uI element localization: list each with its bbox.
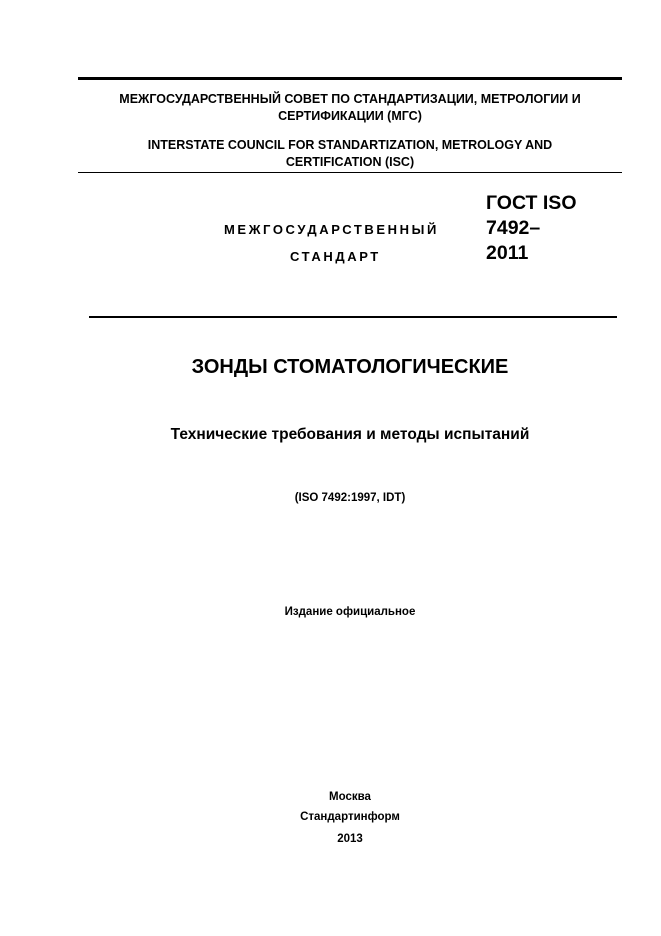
document-subtitle: Технические требования и методы испытаний <box>170 426 530 443</box>
standard-label-line-1: МЕЖГОСУДАРСТВЕННЫЙ <box>224 222 439 237</box>
council-ru-line-1: МЕЖГОСУДАРСТВЕННЫЙ СОВЕТ ПО СТАНДАРТИЗАЦИИ, МЕТРОЛОГИИ И <box>119 92 581 106</box>
council-en-line-2: CERTIFICATION (ISC) <box>285 155 415 169</box>
middle-rule <box>78 172 622 173</box>
standard-code-line-2: 7492– <box>486 217 541 239</box>
council-ru-line-2: СЕРТИФИКАЦИИ (МГС) <box>278 109 422 123</box>
publication-year: 2013 <box>337 833 363 845</box>
iso-reference: (ISO 7492:1997, IDT) <box>294 492 406 504</box>
publication-city: Москва <box>329 791 371 803</box>
standard-code-line-3: 2011 <box>486 242 529 264</box>
bottom-rule <box>89 316 617 318</box>
council-en-line-1: INTERSTATE COUNCIL FOR STANDARTIZATION, METROLOGY AND <box>147 138 553 152</box>
council-name-russian <box>78 91 622 125</box>
standard-label-line-2: СТАНДАРТ <box>290 249 381 264</box>
standard-code <box>486 191 596 266</box>
standard-code-line-1: ГОСТ ISO <box>486 192 577 214</box>
council-name-english <box>78 137 622 171</box>
edition-label: Издание официальное <box>284 606 416 618</box>
top-rule <box>78 77 622 80</box>
publisher-name: Стандартинформ <box>300 811 400 823</box>
document-title: ЗОНДЫ СТОМАТОЛОГИЧЕСКИЕ <box>191 356 509 378</box>
